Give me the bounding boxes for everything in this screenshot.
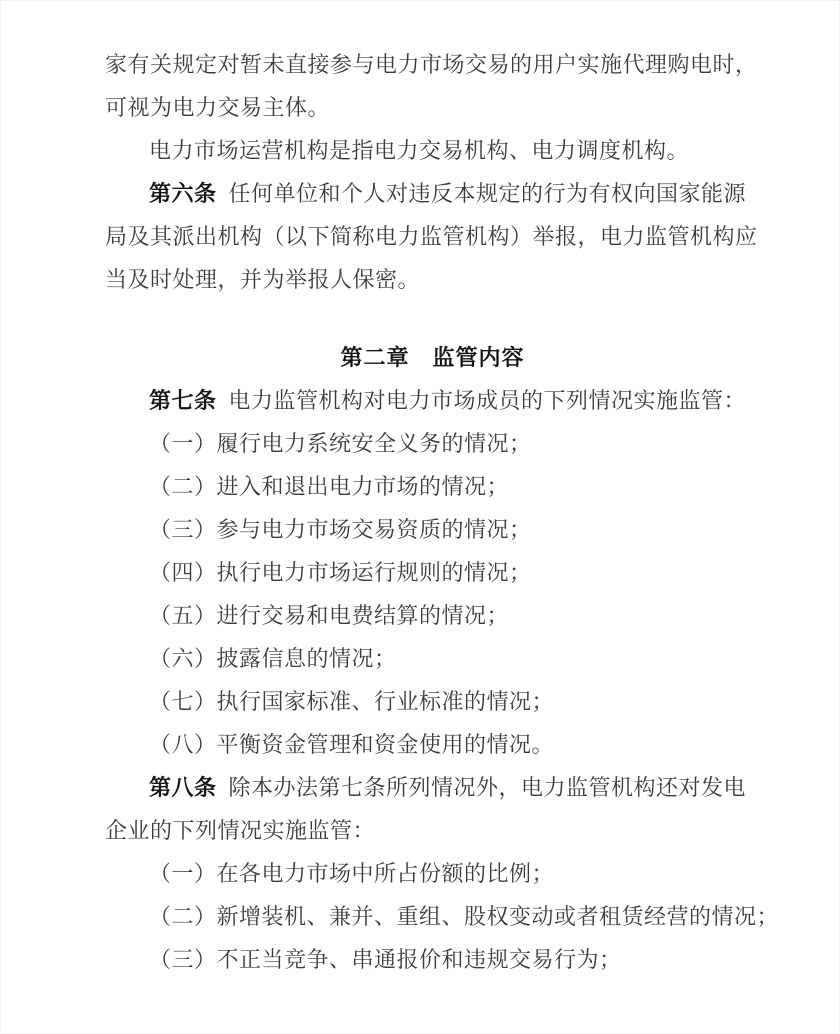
paragraph-line: 可视为电力交易主体。	[105, 95, 331, 120]
chapter-heading: 第二章 监管内容	[340, 345, 525, 370]
line-text: 电力监管机构对电力市场成员的下列情况实施监管：	[228, 388, 747, 413]
paragraph-line: 家有关规定对暂未直接参与电力市场交易的用户实施代理购电时，	[105, 52, 758, 77]
paragraph-line: 当及时处理，并为举报人保密。	[105, 267, 421, 292]
paragraph-line: 局及其派出机构（以下简称电力监管机构）举报，电力监管机构应	[105, 224, 758, 249]
list-item: （一）在各电力市场中所占份额的比例；	[149, 861, 555, 886]
list-item: （四）执行电力市场运行规则的情况；	[149, 560, 532, 585]
list-item: （二）进入和退出电力市场的情况；	[149, 474, 510, 499]
paragraph-line: 电力市场运营机构是指电力交易机构、电力调度机构。	[149, 138, 690, 163]
list-item: （二）新增装机、兼并、重组、股权变动或者租赁经营的情况；	[149, 904, 780, 929]
list-item: （七）执行国家标准、行业标准的情况；	[149, 689, 555, 714]
article-number: 第七条	[149, 388, 217, 413]
paragraph-line: 企业的下列情况实施监管：	[105, 818, 376, 843]
article-number: 第六条	[149, 181, 217, 206]
article-number: 第八条	[149, 775, 217, 800]
list-item: （三）参与电力市场交易资质的情况；	[149, 517, 532, 542]
line-text: 除本办法第七条所列情况外，电力监管机构还对发电	[228, 775, 747, 800]
paragraph-line-article-6	[105, 172, 760, 215]
list-item: （六）披露信息的情况；	[149, 646, 397, 671]
paragraph-line-article-8	[105, 766, 760, 809]
line-text: 任何单位和个人对违反本规定的行为有权向国家能源	[228, 181, 747, 206]
paragraph-line-article-7	[105, 379, 760, 422]
list-item: （三）不正当竞争、串通报价和违规交易行为；	[149, 947, 622, 972]
list-item: （五）进行交易和电费结算的情况；	[149, 603, 510, 628]
list-item: （一）履行电力系统安全义务的情况；	[149, 431, 532, 456]
list-item: （八）平衡资金管理和资金使用的情况。	[149, 732, 555, 757]
